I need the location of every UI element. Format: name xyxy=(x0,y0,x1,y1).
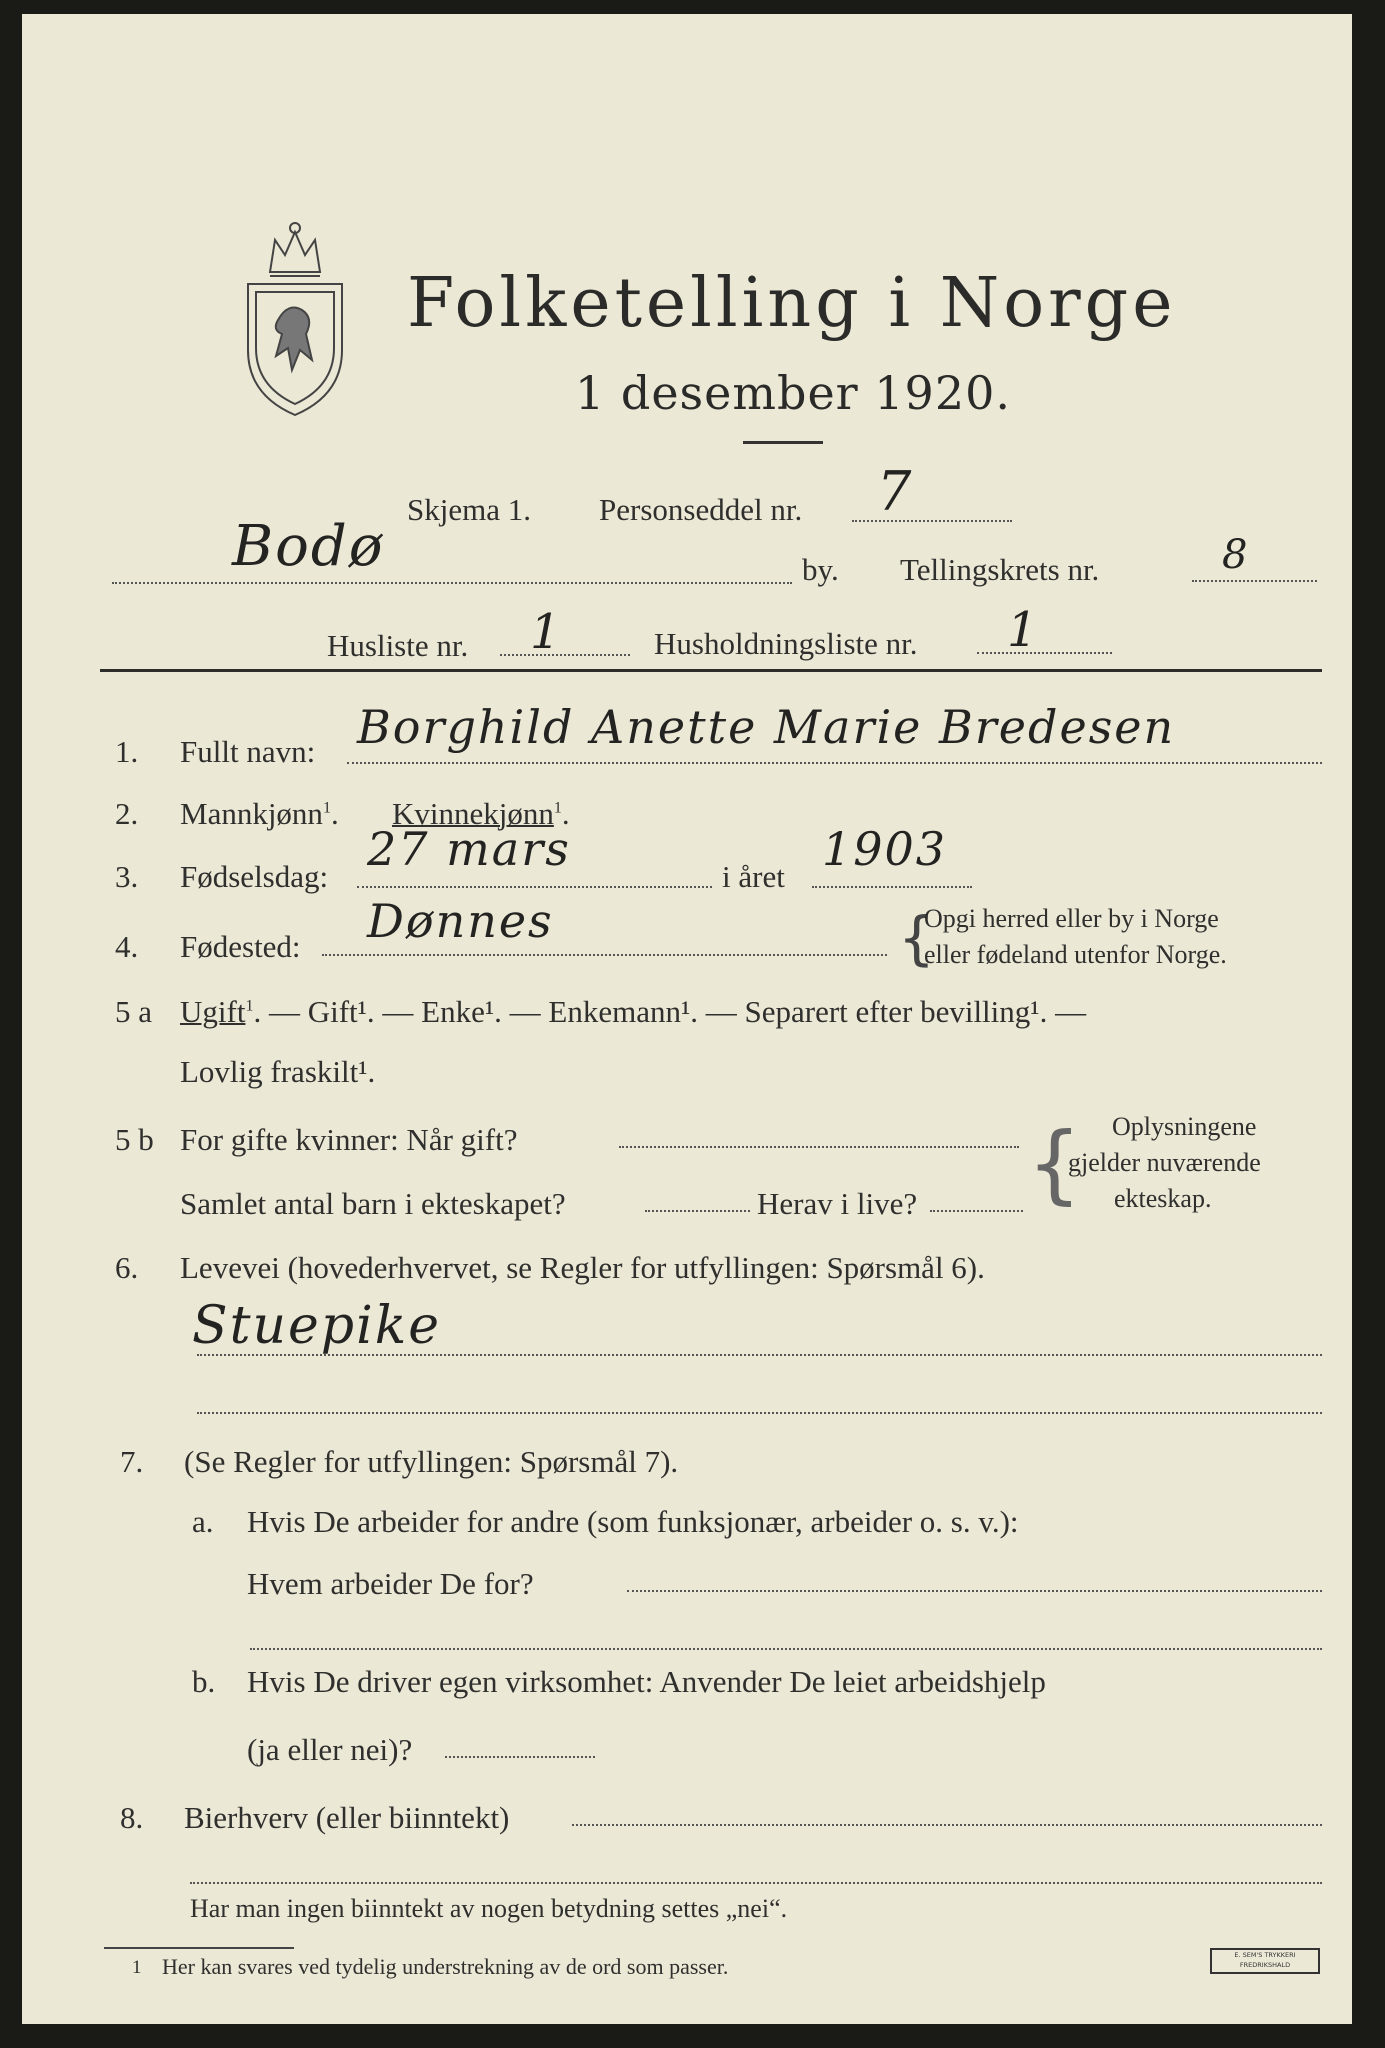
printer-stamp: E. SEM'S TRYKKERI FREDRIKSHALD xyxy=(1210,1948,1320,1974)
q3-date-field-line xyxy=(357,886,712,888)
husliste-value: 1 xyxy=(530,604,563,660)
q8-note: Har man ingen biinntekt av nogen betydning settes „nei“. xyxy=(190,1894,788,1923)
tellingskrets-field-line xyxy=(1192,580,1317,582)
husliste-label: Husliste nr. xyxy=(327,628,469,663)
norway-coat-of-arms-icon xyxy=(240,210,350,420)
husholdning-label: Husholdningsliste nr. xyxy=(654,626,918,661)
q4-note-line1: Opgi herred eller by i Norge xyxy=(924,904,1219,933)
q5a-options: Ugift$^1$. — Gift¹. — Enke¹. — Enkemann¹. — Separert efter bevilling¹. — xyxy=(180,994,1087,1029)
q1-number: 1. xyxy=(115,734,139,769)
q4-brace: { xyxy=(898,904,935,972)
q8-number: 8. xyxy=(120,1800,144,1835)
q1-name-value: Borghild Anette Marie Bredesen xyxy=(357,700,1176,754)
form-title: Folketelling i Norge xyxy=(407,264,1177,343)
husholdning-value: 1 xyxy=(1007,602,1040,658)
q7a-field-line-2 xyxy=(250,1648,1322,1650)
q7a-label: Hvis De arbeider for andre (som funksjonær, arbeider o. s. v.): xyxy=(247,1504,1019,1539)
q6-occupation-value: Stuepike xyxy=(192,1296,441,1356)
q7b-label: Hvis De driver egen virksomhet: Anvender De leiet arbeidshjelp xyxy=(247,1664,1046,1699)
person-field-line xyxy=(852,520,1012,522)
q8-label: Bierhverv (eller biinntekt) xyxy=(184,1800,510,1835)
q7b-field-line xyxy=(445,1756,595,1758)
tellingskrets-value: 8 xyxy=(1222,532,1250,578)
footnote-text: Her kan svares ved tydelig understrekning av de ord som passer. xyxy=(162,1954,729,1979)
place-field-line xyxy=(112,582,792,584)
q3-year-value: 1903 xyxy=(822,822,948,876)
q5b-note-line3: ekteskap. xyxy=(1114,1184,1212,1213)
q7b-yesno-label: (ja eller nei)? xyxy=(247,1732,413,1767)
q7a-who-label: Hvem arbeider De for? xyxy=(247,1566,534,1601)
q5b-brace: { xyxy=(1027,1114,1082,1214)
q7a-field-line-1 xyxy=(627,1590,1322,1592)
q4-note-line2: eller fødeland utenfor Norge. xyxy=(924,940,1227,969)
q3-year-field-line xyxy=(812,886,972,888)
q5b-children-field-line xyxy=(645,1210,750,1212)
q8-field-line-1 xyxy=(572,1824,1322,1826)
schema-label: Skjema 1. xyxy=(407,492,531,527)
q4-number: 4. xyxy=(115,929,139,964)
q4-field-line xyxy=(322,954,887,956)
q7b-letter: b. xyxy=(192,1664,216,1699)
q5a-line2: Lovlig fraskilt¹. xyxy=(180,1054,376,1089)
footnote-mark: 1 xyxy=(132,1957,142,1978)
q5b-note-line1: Oplysningene xyxy=(1112,1112,1257,1141)
q7a-letter: a. xyxy=(192,1504,214,1539)
q4-birthplace-value: Dønnes xyxy=(367,894,554,948)
person-number-value: 7 xyxy=(877,460,914,523)
tellingskrets-label: Tellingskrets nr. xyxy=(900,552,1100,587)
husholdning-field-line xyxy=(977,652,1112,654)
q5b-number: 5 b xyxy=(115,1122,154,1157)
q6-field-line-1 xyxy=(197,1354,1322,1356)
form-subtitle: 1 desember 1920. xyxy=(575,366,1011,420)
place-value: Bodø xyxy=(232,514,385,579)
q6-number: 6. xyxy=(115,1250,139,1285)
q5b-children-label: Samlet antal barn i ekteskapet? xyxy=(180,1186,566,1221)
q1-field-line xyxy=(347,762,1322,764)
q2-number: 2. xyxy=(115,796,139,831)
q3-year-label: i året xyxy=(722,859,785,894)
title-divider xyxy=(743,441,823,444)
q5b-alive-label: Herav i live? xyxy=(757,1186,918,1221)
header-divider xyxy=(100,669,1322,672)
census-form-page xyxy=(22,14,1352,2024)
q5b-note-line2: gjelder nuværende xyxy=(1068,1148,1261,1177)
q4-label: Fødested: xyxy=(180,929,301,964)
husliste-field-line xyxy=(500,654,630,656)
q7-label: (Se Regler for utfyllingen: Spørsmål 7). xyxy=(184,1444,679,1479)
q5b-married-field-line xyxy=(619,1146,1019,1148)
q3-label: Fødselsdag: xyxy=(180,859,329,894)
q2-option-mann: Mannkjønn$^1$. xyxy=(180,796,339,831)
q6-label: Levevei (hovederhvervet, se Regler for utfyllingen: Spørsmål 6). xyxy=(180,1250,985,1285)
q6-field-line-2 xyxy=(197,1412,1322,1414)
q2-option-kvinne: Kvinnekjønn$^1$. xyxy=(392,796,570,831)
q8-field-line-2 xyxy=(190,1882,1322,1884)
q5b-alive-field-line xyxy=(930,1210,1023,1212)
q5a-number: 5 a xyxy=(115,994,153,1029)
person-label: Personseddel nr. xyxy=(599,492,803,527)
q1-label: Fullt navn: xyxy=(180,734,316,769)
q3-date-value: 27 mars xyxy=(367,822,571,876)
by-label: by. xyxy=(802,552,839,587)
q3-number: 3. xyxy=(115,859,139,894)
footnote-divider xyxy=(104,1947,294,1949)
q5b-label: For gifte kvinner: Når gift? xyxy=(180,1122,518,1157)
q7-number: 7. xyxy=(120,1444,144,1479)
